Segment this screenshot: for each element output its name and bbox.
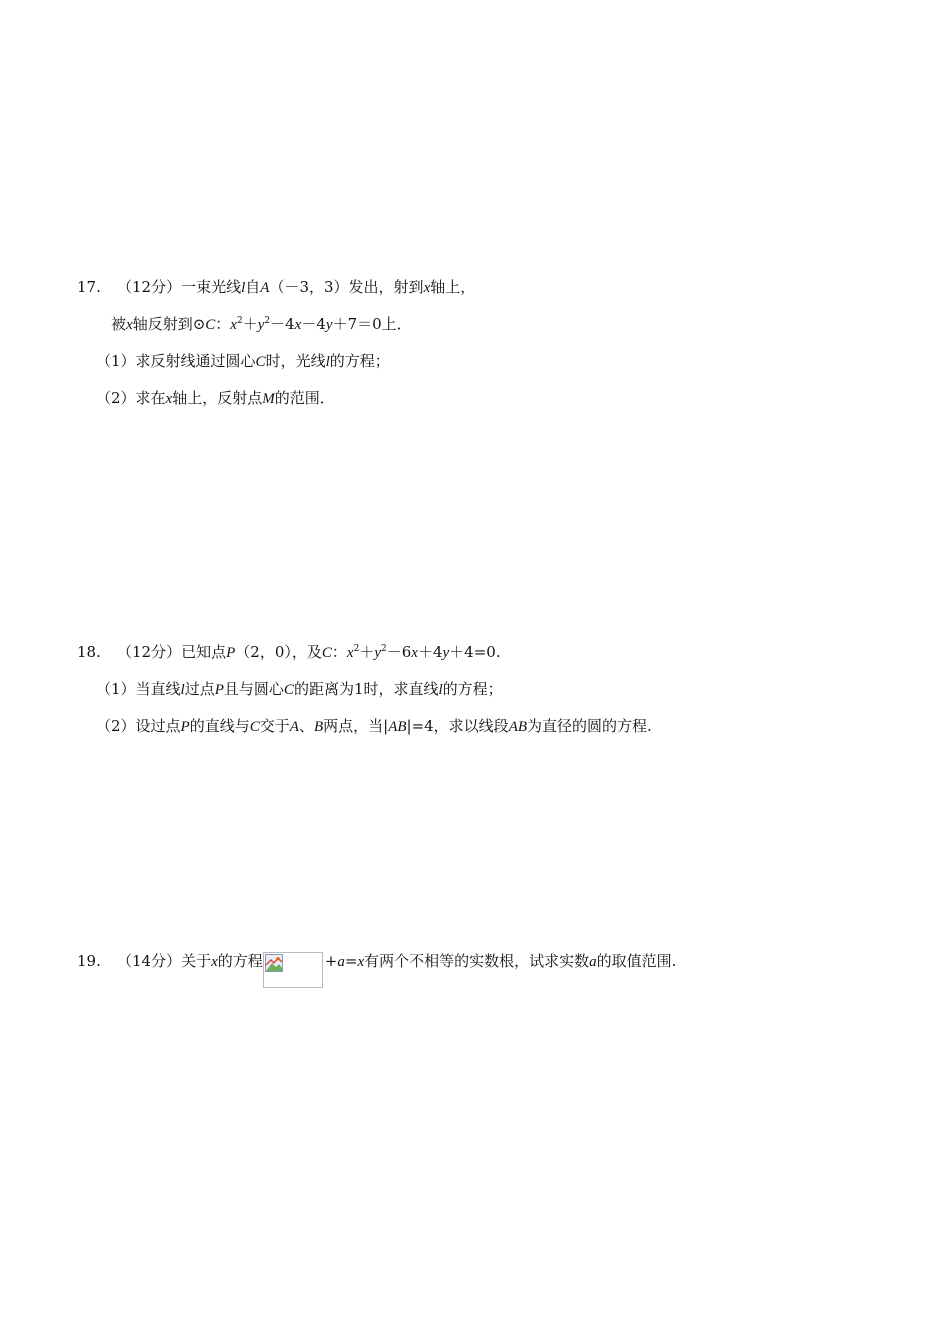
problem-18-part-1: （1）当直线l过点P且与圆心C的距离为1时，求直线l的方程； xyxy=(96,680,503,698)
problem-score: （14分） xyxy=(117,952,182,970)
problem-number: 17. xyxy=(77,278,101,296)
problem-number: 18. xyxy=(77,643,101,661)
problem-17-header: 17. （12分）一束光线l自A（－3，3）发出，射到x轴上， xyxy=(77,278,476,296)
broken-image-icon xyxy=(265,954,283,972)
problem-score: （12分） xyxy=(117,278,182,296)
problem-18-part-2: （2）设过点P的直线与C交于A、B两点，当|AB|=4，求以线段AB为直径的圆的方程. xyxy=(96,717,652,735)
problem-number: 19. xyxy=(77,952,101,970)
problem-17-part-2: （2）求在x轴上，反射点M的范围． xyxy=(96,389,335,407)
problem-17-stem-line-2: 被x轴反射到⊙C：$x^2+y^2-4x-4y+7=0$上． xyxy=(111,315,412,333)
problem-18-header: 18. （12分）已知点P（2，0），及C：$x^2+y^2-6x+4y+4=0$. xyxy=(77,643,501,661)
formula-image xyxy=(263,952,323,988)
problem-score: （12分） xyxy=(117,643,182,661)
problem-17-part-1: （1）求反射线通过圆心C时，光线l的方程； xyxy=(96,352,390,370)
problem-19-header: 19. （14分）关于x的方程 +a=x有两个不相等的实数根，试求实数a的取值范围. xyxy=(77,951,676,988)
